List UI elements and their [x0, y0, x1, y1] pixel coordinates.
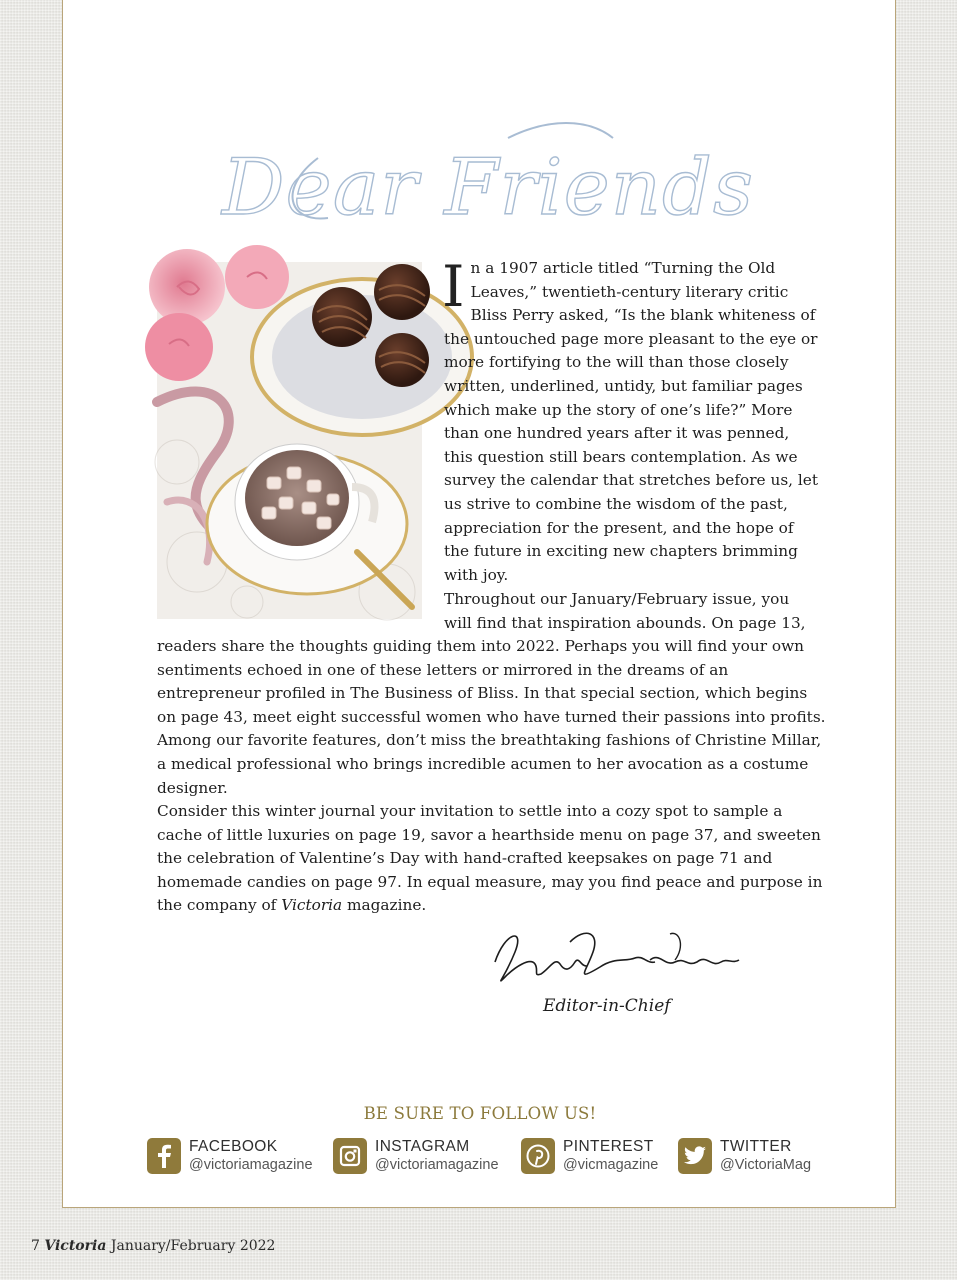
- letter-paragraph-2-start: Throughout our January/February issue, you will find that inspiration abounds. On page 13,: [444, 590, 806, 632]
- instagram-handle: @victoriamagazine: [375, 1157, 499, 1173]
- facebook-label: FACEBOOK: [189, 1138, 278, 1155]
- instagram-icon: [333, 1138, 367, 1174]
- letter-paragraph-3-text: Consider this winter journal your invitation to settle into a cozy spot to sample a cache of little luxuries on page 19, savor a hearthside menu on page 37, and sweeten the celebration of Valentine’s Day with hand-crafted keepsakes on page 71 and homemade candies on page 97. In equal measure, may you find peace and purpose in the company of: [157, 802, 823, 915]
- social-instagram[interactable]: [333, 1138, 499, 1174]
- cocoa-photo: [157, 262, 422, 619]
- letter-paragraph-1: [442, 254, 819, 587]
- drop-cap: I: [442, 254, 465, 320]
- letter-paragraph-2-rest: readers share the thoughts guiding them into 2022. Perhaps you will find your own sentiments echoed in one of these letters or mirrored in the dreams of an entrepreneur profiled in The Business of Bliss. In that special section, which begins on page 43, meet eight successful women who have turned their passions into profits. Among our favorite features, don’t miss the breathtaking fashions of Christine Millar, a medical professional who brings incredible acumen to her avocation as a costume designer.: [157, 637, 826, 797]
- page-number: 7: [31, 1238, 40, 1254]
- pinterest-icon: [521, 1138, 555, 1174]
- social-facebook[interactable]: [147, 1138, 313, 1174]
- page-footer: [31, 1238, 275, 1254]
- pinterest-handle: @vicmagazine: [563, 1157, 659, 1173]
- magazine-name: Victoria: [281, 896, 343, 915]
- letter-paragraph-1-text: n a 1907 article titled “Turning the Old Leaves,” twentieth-century literary critic Bliss Perry asked, “Is the blank whiteness of the untouched page more pleasant to the eye or more fortifying to the will than those closely written, underlined, untidy, but familiar pages which make up the story of one’s life?” More than one hundred years after it was penned, this question still bears contemplation. As we survey the calendar that stretches before us, let us strive to combine the wisdom of the past, appreciation for the present, and the hope of the future in exciting new chapters brimming with joy.: [444, 259, 818, 584]
- twitter-icon: [678, 1138, 712, 1174]
- social-twitter[interactable]: [678, 1138, 811, 1174]
- footer-brand: Victoria: [44, 1238, 107, 1254]
- pinterest-label: PINTEREST: [563, 1138, 654, 1155]
- page-title-text: Dear Friends: [222, 143, 754, 233]
- facebook-handle: @victoriamagazine: [189, 1157, 313, 1173]
- instagram-label: INSTAGRAM: [375, 1138, 470, 1155]
- letter-page: [62, 0, 896, 1208]
- footer-issue: January/February 2022: [110, 1238, 276, 1254]
- editor-title: Editor-in-Chief: [543, 996, 671, 1016]
- social-pinterest[interactable]: [521, 1138, 658, 1174]
- letter-paragraph-3: [157, 800, 827, 918]
- page-title: [222, 118, 754, 236]
- follow-heading: BE SURE TO FOLLOW US!: [363, 1104, 597, 1123]
- twitter-handle: @VictoriaMag: [720, 1157, 812, 1173]
- letter-paragraph-3-end: magazine.: [342, 896, 427, 915]
- editor-signature: [475, 922, 745, 992]
- twitter-label: TWITTER: [720, 1138, 792, 1155]
- facebook-icon: [147, 1138, 181, 1174]
